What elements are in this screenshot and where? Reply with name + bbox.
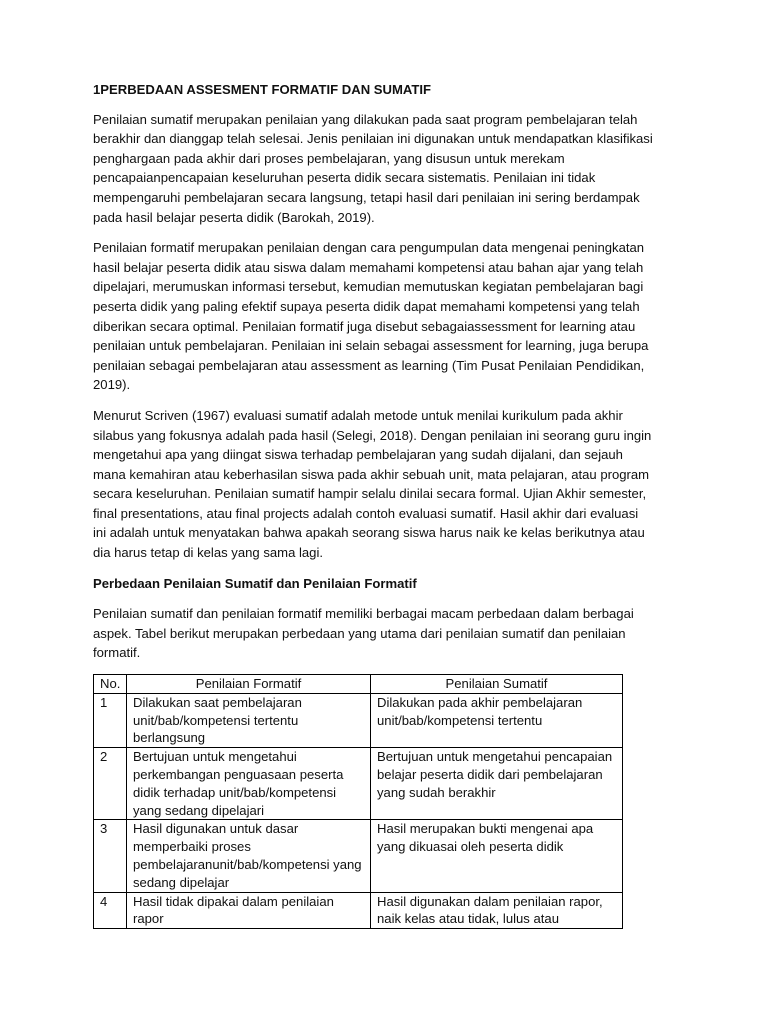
header-formatif: Penilaian Formatif bbox=[127, 675, 371, 694]
document-heading: 1PERBEDAAN ASSESMENT FORMATIF DAN SUMATIF bbox=[93, 82, 432, 97]
table-row bbox=[94, 892, 623, 929]
cell-no: 2 bbox=[94, 748, 127, 820]
paragraph-sumatif-definition: Penilaian sumatif merupakan penilaian yang dilakukan pada saat program pembelajaran telah berakhir dan dianggap telah selesai. Jenis penilaian ini digunakan untuk mendapatkan klasifikasi penghargaan pada akhir dari proses pembelajaran, yang disusun untuk merekam pencapaianpencapaian keseluruhan peserta didik secara sistematis. Penilaian ini tidak mempengaruhi pembelajaran secara langsung, tetapi hasil dari penilaian ini sering berdampak pada hasil belajar peserta didik (Barokah, 2019). bbox=[93, 111, 653, 225]
cell-formatif: Hasil tidak dipakai dalam penilaian rapor bbox=[127, 892, 371, 929]
cell-formatif: Bertujuan untuk mengetahui perkembangan penguasaan peserta didik terhadap unit/bab/kompetensi yang sedang dipelajari bbox=[127, 748, 371, 820]
table-row bbox=[94, 693, 623, 747]
table-row bbox=[94, 820, 623, 892]
header-sumatif: Penilaian Sumatif bbox=[371, 675, 623, 694]
table-header-row bbox=[94, 675, 623, 694]
cell-no: 4 bbox=[94, 892, 127, 929]
table-row bbox=[94, 748, 623, 820]
cell-no: 1 bbox=[94, 693, 127, 747]
cell-sumatif: Hasil digunakan dalam penilaian rapor, naik kelas atau tidak, lulus atau bbox=[371, 892, 623, 929]
cell-no: 3 bbox=[94, 820, 127, 892]
cell-formatif: Hasil digunakan untuk dasar memperbaiki proses pembelajaranunit/bab/kompetensi yang sedang dipelajar bbox=[127, 820, 371, 892]
comparison-table bbox=[93, 674, 623, 929]
cell-formatif: Dilakukan saat pembelajaran unit/bab/kompetensi tertentu berlangsung bbox=[127, 693, 371, 747]
paragraph-formatif-definition: Penilaian formatif merupakan penilaian dengan cara pengumpulan data mengenai peningkatan hasil belajar peserta didik atau siswa dalam memahami kompetensi atau bahan ajar yang telah dipelajari, merumuskan informasi tersebut, kemudian memutuskan kegiatan pembelajaran bagi peserta didik yang paling efektif supaya peserta didik dapat memahami kompetensi yang telah diberikan secara optimal. Penilaian formatif juga disebut sebagaiassessment for learning atau penilaian untuk pembelajaran. Penilaian ini selain sebagai assessment for learning, juga berupa penilaian sebagai pembelajaran atau assessment as learning (Tim Pusat Penilaian Pendidikan, 2019). bbox=[93, 240, 649, 393]
table-intro: Penilaian sumatif dan penilaian formatif memiliki berbagai macam perbedaan dalam berbagai aspek. Tabel berikut merupakan perbedaan yang utama dari penilaian sumatif dan penilaian formatif. bbox=[93, 606, 634, 661]
document-page bbox=[93, 80, 653, 929]
header-no: No. bbox=[94, 675, 127, 694]
cell-sumatif: Dilakukan pada akhir pembelajaran unit/bab/kompetensi tertentu bbox=[371, 693, 623, 747]
paragraph-scriven: Menurut Scriven (1967) evaluasi sumatif adalah metode untuk menilai kurikulum pada akhir silabus yang fokusnya adalah pada hasil (Selegi, 2018). Dengan penilaian ini seorang guru ingin mengetahui apa yang diingat siswa terhadap pembelajaran yang sudah dijalani, dan sejauh mana kemahiran atau keberhasilan siswa pada akhir sebuah unit, mata pelajaran, atau program secara keseluruhan. Penilaian sumatif hampir selalu dinilai secara formal. Ujian Akhir semester, final presentations, atau final projects adalah contoh evaluasi sumatif. Hasil akhir dari evaluasi ini adalah untuk menyatakan bahwa apakah seorang siswa harus naik ke kelas berikutnya atau dia harus tetap di kelas yang sama lagi. bbox=[93, 407, 652, 561]
cell-sumatif: Hasil merupakan bukti mengenai apa yang dikuasai oleh peserta didik bbox=[371, 820, 623, 892]
cell-sumatif: Bertujuan untuk mengetahui pencapaian belajar peserta didik dari pembelajaran yang sudah berakhir bbox=[371, 748, 623, 820]
section-subheading: Perbedaan Penilaian Sumatif dan Penilaian Formatif bbox=[93, 575, 417, 591]
